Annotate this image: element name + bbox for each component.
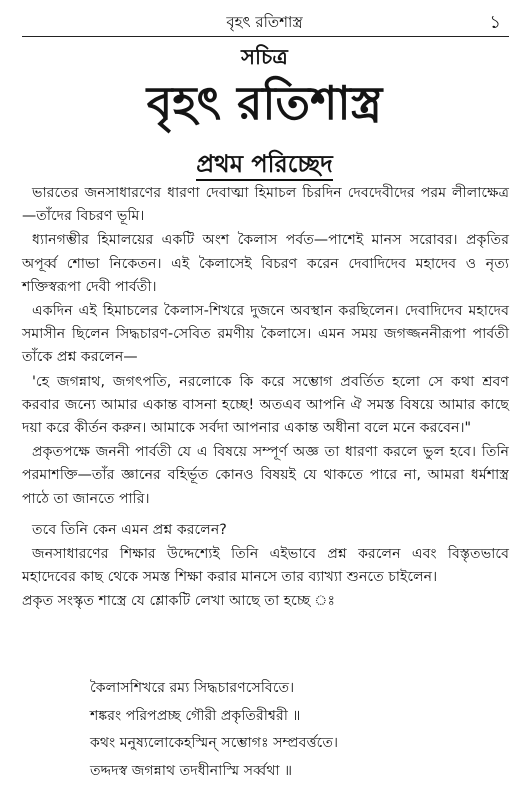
verse-line-2: শঙ্করং পরিপপ্রচ্ছ গৌরী প্রকৃতিরীশ্বরী ॥ xyxy=(90,707,301,724)
sanskrit-verse xyxy=(90,675,510,785)
chapter-heading xyxy=(0,146,529,186)
paragraph-5: প্রকৃতপক্ষে জননী পার্বতী যে এ বিষয়ে সম্পূর্ণ অজ্ঞ তা ধারণা করলে ভুল হবে। তিনি পরমাশক্তি—তাঁর জ্ঞানের বহির্ভূত কোনও বিষয়ই যে থাকতে পারে না, আমরা ধর্মশাস্ত্র পাঠে তা জানতে পারি। xyxy=(22,444,509,507)
paragraph-1: ভারতের জনসাধারণের ধারণা দেবাত্মা হিমাচল চিরদিন দেবদেবীদের পরম লীলাক্ষেত্র—তাঁদের বিচরণ ভূমি। xyxy=(22,185,509,225)
verse-line-1: কৈলাসশিখরে রম্য সিদ্ধচারণসেবিতে। xyxy=(90,680,295,696)
paragraph-8: প্রকৃত সংস্কৃত শাস্ত্রে যে শ্লোকটি লেখা আছে তা হচ্ছে ঃ xyxy=(22,593,336,610)
chapter-heading-text: প্রথম পরিচ্ছেদ xyxy=(196,150,332,181)
book-subtitle: সচিত্র xyxy=(241,45,288,69)
verse-line-3: কথং মনুষ্যলোকেহস্মিন্ সম্ভোগঃ সম্প্রবর্ত্ততে। xyxy=(90,735,339,751)
body-text xyxy=(22,182,509,615)
header-rule xyxy=(22,36,509,37)
paragraph-3: একদিন এই হিমাচলের কৈলাস-শিখরে দুজনে অবস্থান করছিলেন। দেবাদিদেব মহাদেব সমাসীন ছিলেন সিদ্ধচারণ-সেবিত রমণীয় কৈলাসে। এমন সময় জগজ্জননীরূপা পার্বতী তাঁকে প্রশ্ন করলেন— xyxy=(22,303,509,366)
page-number: ১ xyxy=(489,12,501,33)
paragraph-2: ধ্যানগম্ভীর হিমালয়ের একটি অংশ কৈলাস পর্বত—পাশেই মানস সরোবর। প্রকৃতির অপূর্ব্ব শোভা নিকেতন। এই কৈলাসেই বিচরণ করেন দেবাদিদেব মহাদেব ও নৃত্য শক্তিস্বরূপা দেবী পার্বতী। xyxy=(22,232,509,295)
paragraph-6-question: তবে তিনি কেন এমন প্রশ্ন করলেন? xyxy=(32,521,227,538)
running-header-title: বৃহৎ রতিশাস্ত্র xyxy=(226,13,303,31)
verse-line-4: তদ্দদস্ব জগন্নাথ তদধীনাস্মি সর্ব্বথা ॥ xyxy=(90,762,293,779)
book-title: বৃহৎ রতিশাস্ত্র xyxy=(146,76,383,130)
paragraph-7: জনসাধারণের শিক্ষার উদ্দেশ্যেই তিনি এইভাবে প্রশ্ন করলেন এবং বিস্তৃতভাবে মহাদেবের কাছ থেকে সমস্ত শিক্ষা করার মানসে তার ব্যাখ্যা শুনতে চাইলেন। xyxy=(22,546,509,586)
paragraph-4-quote: 'হে জগন্নাথ, জগৎপতি, নরলোকে কি করে সম্ভোগ প্রবর্তিত হলো সে কথা শ্রবণ করবার জন্যে আমার একান্ত বাসনা হচ্ছে! অতএব আপনি ঐ সমস্ত বিষয়ে আমার কাছে দয়া করে কীর্তন করুন। আমাকে সর্বদা আপনার একান্ত অধীনা বলে মনে করবেন।" xyxy=(22,373,509,437)
